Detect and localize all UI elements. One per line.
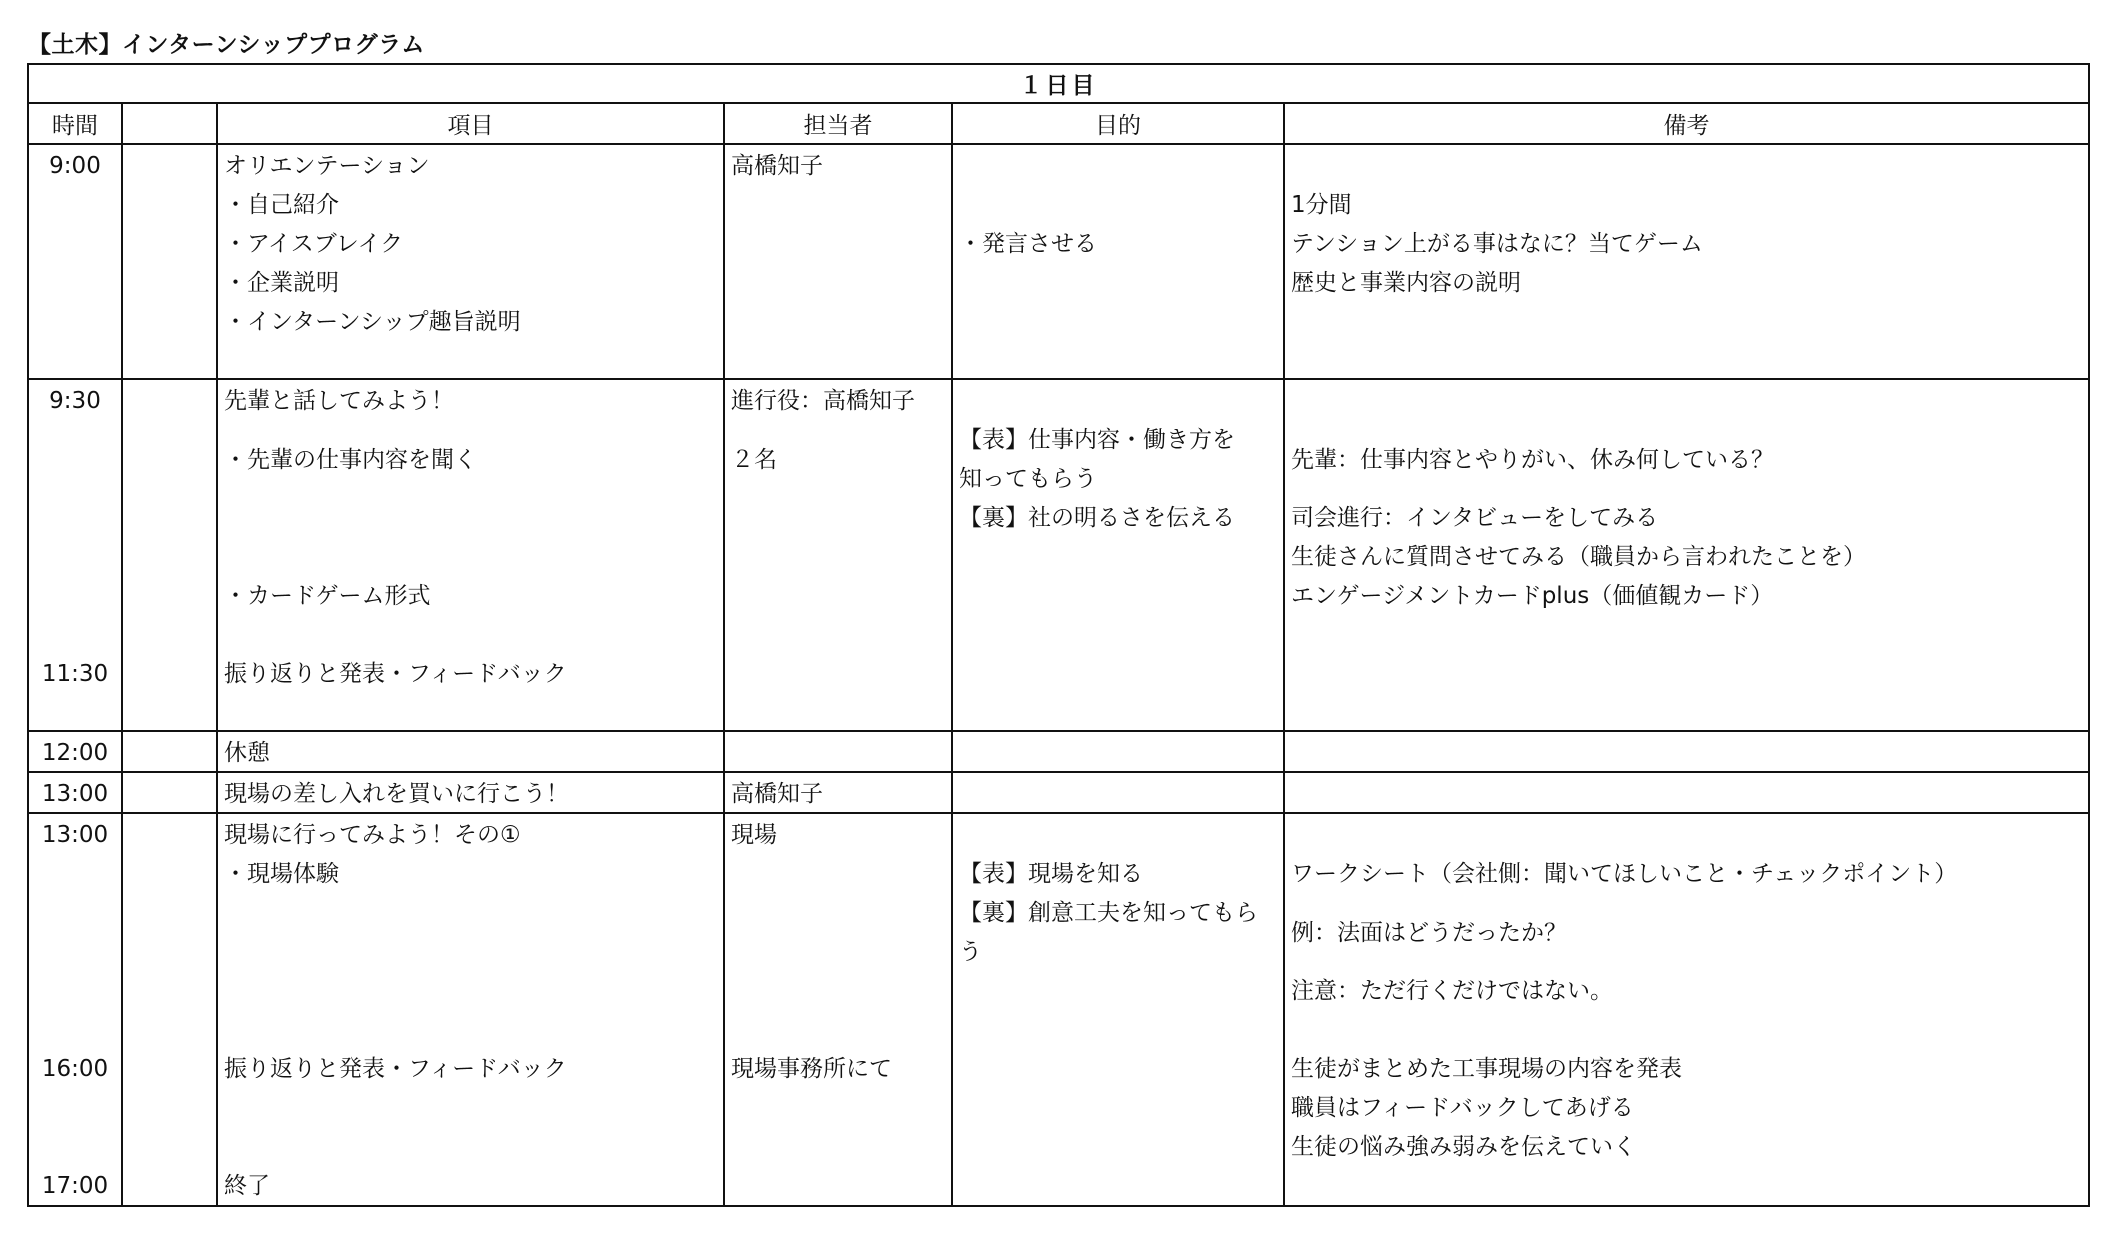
- item-text: 振り返りと発表・フィードバック: [224, 661, 567, 687]
- cell-person: [724, 731, 952, 772]
- item-text: ・インターンシップ趣旨説明: [224, 309, 521, 335]
- person-text: 高橋知子: [731, 781, 823, 807]
- cell-blank: [122, 379, 217, 731]
- cell-person: [724, 144, 952, 379]
- notes-text: テンション上がる事はなに？当てゲーム: [1291, 231, 1703, 257]
- cell-item: [217, 379, 724, 731]
- cell-time: [28, 731, 122, 772]
- purpose-text: 【裏】社の明るさを伝える: [959, 505, 1235, 531]
- notes-text: ワークシート（会社側：聞いてほしいこと・チェックポイント）: [1291, 861, 1958, 887]
- purpose-text: 知ってもらう: [959, 466, 1097, 492]
- cell-person: [724, 813, 952, 1206]
- cell-item: [217, 731, 724, 772]
- item-text: 終了: [224, 1173, 270, 1199]
- cell-person: [724, 379, 952, 731]
- schedule-block-row: [28, 731, 2089, 772]
- item-text: ・アイスブレイク: [224, 231, 404, 257]
- time-text: 13:00: [41, 822, 109, 848]
- cell-item: [217, 772, 724, 813]
- cell-purpose: [952, 379, 1284, 731]
- cell-notes: [1284, 731, 2089, 772]
- time-text: 16:00: [41, 1056, 109, 1082]
- cell-blank: [122, 813, 217, 1206]
- notes-text: 例：法面はどうだったか？: [1291, 919, 1567, 946]
- cell-blank: [122, 772, 217, 813]
- purpose-text: ・発言させる: [959, 231, 1097, 257]
- purpose-text: 【裏】創意工夫を知ってもら: [959, 900, 1258, 926]
- purpose-text: 【表】現場を知る: [959, 861, 1143, 887]
- time-text: 13:00: [41, 781, 109, 807]
- cell-item: [217, 144, 724, 379]
- header-blank: [122, 103, 217, 144]
- cell-purpose: [952, 731, 1284, 772]
- schedule-block-row: [28, 772, 2089, 813]
- time-text: 12:00: [41, 740, 109, 766]
- header-item: 項目: [217, 103, 724, 144]
- header-row: [28, 103, 2089, 144]
- item-text: 現場に行ってみよう！その①: [224, 822, 521, 848]
- item-text: 振り返りと発表・フィードバック: [224, 1056, 567, 1082]
- item-text: 現場の差し入れを買いに行こう！: [224, 781, 569, 807]
- notes-text: 司会進行：インタビューをしてみる: [1291, 505, 1659, 531]
- time-text: 9:30: [49, 388, 101, 414]
- item-text: ・自己紹介: [224, 192, 339, 218]
- notes-text: エンゲージメントカードplus（価値観カード）: [1291, 583, 1774, 609]
- cell-time: [28, 144, 122, 379]
- cell-notes: [1284, 379, 2089, 731]
- header-person: 担当者: [724, 103, 952, 144]
- cell-item: [217, 813, 724, 1206]
- person-text: 現場: [731, 822, 777, 848]
- time-text: 17:00: [41, 1173, 109, 1199]
- day-label: １日目: [28, 64, 2089, 103]
- notes-text: 注意：ただ行くだけではない。: [1291, 978, 1613, 1004]
- cell-time: [28, 379, 122, 731]
- notes-text: 歴史と事業内容の説明: [1291, 270, 1521, 296]
- person-text: ２名: [731, 446, 777, 473]
- header-notes: 備考: [1284, 103, 2089, 144]
- item-text: ・先輩の仕事内容を聞く: [224, 446, 477, 473]
- cell-time: [28, 813, 122, 1206]
- person-text: 現場事務所にて: [731, 1056, 892, 1082]
- person-text: 高橋知子: [731, 153, 823, 179]
- cell-notes: [1284, 144, 2089, 379]
- notes-text: 職員はフィードバックしてあげる: [1291, 1095, 1634, 1121]
- purpose-text: う: [959, 939, 982, 965]
- item-text: 休憩: [224, 740, 270, 766]
- person-text: 進行役：高橋知子: [731, 388, 915, 414]
- cell-purpose: [952, 144, 1284, 379]
- schedule-table: [27, 63, 2090, 1207]
- header-time: 時間: [28, 103, 122, 144]
- notes-text: 1分間: [1291, 192, 1352, 218]
- cell-notes: [1284, 772, 2089, 813]
- cell-blank: [122, 731, 217, 772]
- schedule-block-row: [28, 813, 2089, 1206]
- item-text: オリエンテーション: [224, 153, 430, 179]
- item-text: ・カードゲーム形式: [224, 583, 431, 609]
- schedule-block-row: [28, 144, 2089, 379]
- notes-text: 生徒さんに質問させてみる（職員から言われたことを）: [1291, 544, 1866, 570]
- item-text: ・現場体験: [224, 861, 339, 887]
- cell-person: [724, 772, 952, 813]
- item-text: ・企業説明: [224, 270, 339, 296]
- cell-notes: [1284, 813, 2089, 1206]
- cell-purpose: [952, 772, 1284, 813]
- time-text: 9:00: [49, 153, 101, 179]
- schedule-block-row: [28, 379, 2089, 731]
- notes-text: 生徒がまとめた工事現場の内容を発表: [1291, 1056, 1682, 1082]
- notes-text: 生徒の悩み強み弱みを伝えていく: [1291, 1134, 1636, 1160]
- item-text: 先輩と話してみよう！: [224, 388, 454, 414]
- time-text: 11:30: [41, 661, 109, 687]
- purpose-text: 【表】仕事内容・働き方を: [959, 427, 1235, 453]
- cell-blank: [122, 144, 217, 379]
- notes-text: 先輩：仕事内容とやりがい、休み何している？: [1291, 446, 1774, 473]
- day-row: [28, 64, 2089, 103]
- document-title: 【土木】インターンシッププログラム: [28, 32, 425, 58]
- header-purpose: 目的: [952, 103, 1284, 144]
- cell-time: [28, 772, 122, 813]
- cell-purpose: [952, 813, 1284, 1206]
